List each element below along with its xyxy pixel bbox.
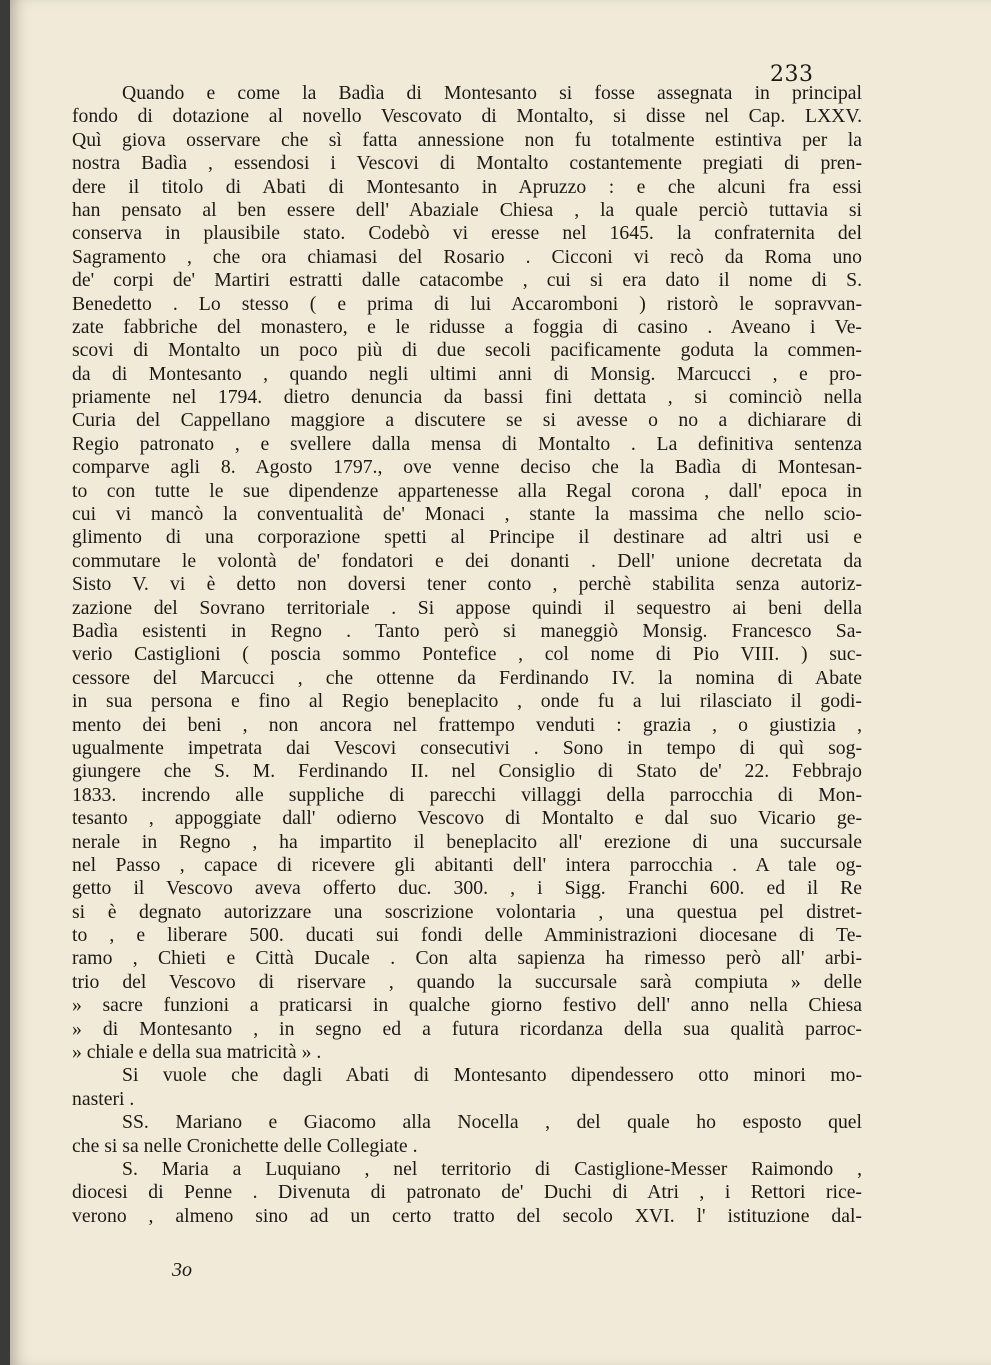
text-line: verio Castiglioni ( poscia sommo Pontefice , col nome di Pio VIII. ) suc- (72, 643, 862, 666)
text-line: » di Montesanto , in segno ed a futura ricordanza della sua qualità parroc- (72, 1017, 862, 1040)
text-line: han pensato al ben essere dell' Abaziale Chiesa , la quale perciò tuttavia si (72, 198, 862, 221)
text-line: getto il Vescovo aveva offerto duc. 300. , i Sigg. Franchi 600. ed il Re (72, 877, 862, 900)
text-line: Si vuole che dagli Abati di Montesanto dipendessero otto minori mo- (122, 1064, 862, 1087)
book-page (10, 0, 991, 1365)
text-line: cessore del Marcucci , che ottenne da Ferdinando IV. la nomina di Abate (72, 666, 862, 689)
text-line: Benedetto . Lo stesso ( e prima di lui Accaromboni ) ristorò le sopravvan- (72, 292, 862, 315)
text-line: SS. Mariano e Giacomo alla Nocella , del quale ho esposto quel (122, 1111, 862, 1134)
text-line: S. Maria a Luquiano , nel territorio di Castiglione-Messer Raimondo , (122, 1157, 862, 1180)
text-line: Sisto V. vi è detto non doversi tener conto , perchè stabilita senza autoriz- (72, 573, 862, 596)
text-line: Regio patronato , e svellere dalla mensa di Montalto . La definitiva sentenza (72, 432, 862, 455)
text-line: comparve agli 8. Agosto 1797., ove venne deciso che la Badìa di Montesan- (72, 456, 862, 479)
text-line: » chiale e della sua matricità » . (72, 1041, 322, 1064)
text-line: Quando e come la Badìa di Montesanto si fosse assegnata in principal (122, 82, 862, 104)
text-line: diocesi di Penne . Divenuta di patronato de' Duchi di Atri , i Rettori rice- (72, 1181, 862, 1204)
text-line: scovi di Montalto un poco più di due secoli pacificamente goduta la commen- (72, 339, 862, 362)
text-line: Badìa esistenti in Regno . Tanto però si maneggiò Monsig. Francesco Sa- (72, 619, 862, 642)
text-line: nel Passo , capace di ricevere gli abitanti dell' intera parrocchia . A tale og- (72, 853, 862, 876)
text-line: commutare le volontà de' fondatori e dei donanti . Dell' unione decretata da (72, 549, 862, 572)
text-line: 1833. increndo alle suppliche di parecchi villaggi della parrocchia di Mon- (72, 783, 862, 806)
text-line: in sua persona e fino al Regio beneplacito , onde fu a lui rilasciato il godi- (72, 690, 862, 713)
text-line: cui vi mancò la conventualità de' Monaci , stante la massima che nello scio- (72, 503, 862, 526)
text-line: priamente nel 1794. dietro denuncia da bassi fini dettata , si cominciò nella (72, 386, 862, 409)
text-line: Sagramento , che ora chiamasi del Rosario . Cicconi vi recò da Roma uno (72, 245, 862, 268)
text-line: trio del Vescovo di riservare , quando la succursale sarà compiuta » delle (72, 970, 862, 993)
text-line: dere il titolo di Abati di Montesanto in Apruzzo : e che alcuni fra essi (72, 175, 862, 198)
text-line: mento dei beni , non ancora nel frattempo venduti : grazia , o giustizia , (72, 713, 862, 736)
body-text (72, 82, 862, 1228)
text-line: si è degnato autorizzare una soscrizione volontaria , una questua pel distret- (72, 900, 862, 923)
text-line: » sacre funzioni a praticarsi in qualche giorno festivo dell' anno nella Chiesa (72, 994, 862, 1017)
text-line: tesanto , appoggiate dall' odierno Vescovo di Montalto e dal suo Vicario ge- (72, 807, 862, 830)
text-line: Quì giova osservare che sì fatta annessione non fu totalmente estintiva per la (72, 128, 862, 151)
text-line: Curia del Cappellano maggiore a discutere se si avesse o no a dichiarare di (72, 409, 862, 432)
text-line: nostra Badìa , essendosi i Vescovi di Montalto costantemente pregiati di pren- (72, 152, 862, 175)
page-number: 233 (770, 62, 814, 87)
text-line: che si sa nelle Cronichette delle Collegiate . (72, 1134, 418, 1157)
text-line: giungere che S. M. Ferdinando II. nel Consiglio di Stato de' 22. Febbrajo (72, 760, 862, 783)
text-line: nerale in Regno , ha impartito il beneplacito all' erezione di una succursale (72, 830, 862, 853)
text-line: ugualmente impetrata dai Vescovi consecutivi . Sono in tempo di quì sog- (72, 736, 862, 759)
text-line: zate fabbriche del monastero, e le ridusse a foggia di casino . Aveano i Ve- (72, 315, 862, 338)
text-line: nasteri . (72, 1087, 135, 1110)
text-line: to , e liberare 500. ducati sui fondi delle Amministrazioni diocesane di Te- (72, 924, 862, 947)
text-line: glimento di una corporazione spetti al Principe il destinare ad altri usi e (72, 526, 862, 549)
text-line: to con tutte le sue dipendenze appartenesse alla Regal corona , dall' epoca in (72, 479, 862, 502)
text-line: da di Montesanto , quando negli ultimi anni di Monsig. Marcucci , e pro- (72, 362, 862, 385)
text-line: conserva in plausibile stato. Codebò vi eresse nel 1645. la confraternita del (72, 222, 862, 245)
text-line: zazione del Sovrano territoriale . Si appose quindi il sequestro ai beni della (72, 596, 862, 619)
text-line: de' corpi de' Martiri estratti dalle catacombe , cui si era dato il nome di S. (72, 269, 862, 292)
text-line: verono , almeno sino ad un certo tratto del secolo XVI. l' istituzione dal- (72, 1204, 862, 1227)
text-line: ramo , Chieti e Città Ducale . Con alta sapienza ha rimesso però all' arbi- (72, 947, 862, 970)
text-line: fondo di dotazione al novello Vescovato di Montalto, si disse nel Cap. LXXV. (72, 105, 862, 128)
signature-mark: 3o (172, 1259, 192, 1281)
